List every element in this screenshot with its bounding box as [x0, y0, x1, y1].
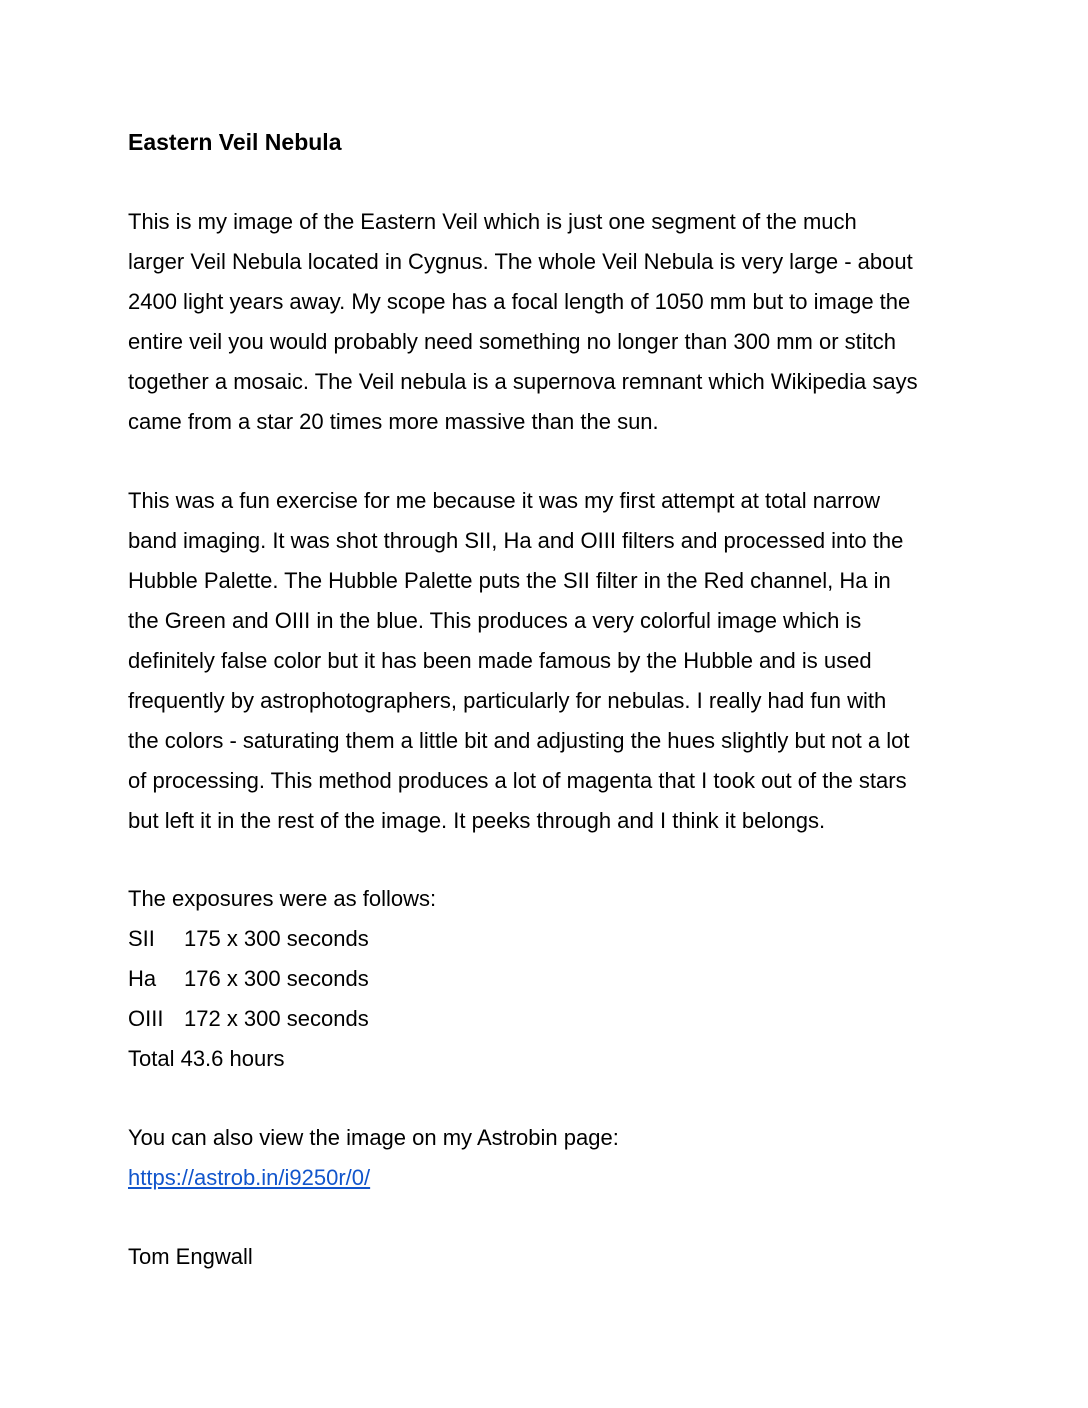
exposure-value: 175 x 300 seconds: [184, 926, 369, 951]
paragraph-line: but left it in the rest of the image. It peeks through and I think it belongs.: [128, 808, 826, 833]
paragraph-line: 2400 light years away. My scope has a focal length of 1050 mm but to image the: [128, 289, 911, 314]
paragraph-line: This is my image of the Eastern Veil which is just one segment of the much: [128, 209, 857, 234]
paragraph-line: together a mosaic. The Veil nebula is a supernova remnant which Wikipedia says: [128, 369, 918, 394]
author-name: Tom Engwall: [128, 1244, 253, 1269]
paragraph-line: the Green and OIII in the blue. This produces a very colorful image which is: [128, 608, 862, 633]
paragraph-line: frequently by astrophotographers, particularly for nebulas. I really had fun with: [128, 688, 887, 713]
exposure-filter: OIII: [128, 1006, 164, 1031]
paragraph-line: definitely false color but it has been made famous by the Hubble and is used: [128, 648, 872, 673]
astrobin-text: You can also view the image on my Astrobin page:: [128, 1125, 619, 1150]
paragraph-line: the colors - saturating them a little bit and adjusting the hues slightly but not a lot: [128, 728, 910, 753]
exposure-value: 172 x 300 seconds: [184, 1006, 369, 1031]
exposure-row: [128, 959, 436, 999]
exposures-list: [128, 879, 436, 1079]
exposure-row: [128, 999, 436, 1039]
exposures-total: Total 43.6 hours: [128, 1046, 285, 1071]
paragraph-line: came from a star 20 times more massive than the sun.: [128, 409, 659, 434]
paragraph-line: Hubble Palette. The Hubble Palette puts the SII filter in the Red channel, Ha in: [128, 568, 891, 593]
paragraph-line: This was a fun exercise for me because it was my first attempt at total narrow: [128, 488, 880, 513]
paragraph-line: entire veil you would probably need something no longer than 300 mm or stitch: [128, 329, 897, 354]
exposure-filter: Ha: [128, 966, 157, 991]
exposure-value: 176 x 300 seconds: [184, 966, 369, 991]
paragraph-processing: [128, 481, 978, 841]
exposure-filter: SII: [128, 926, 155, 951]
paragraph-line: larger Veil Nebula located in Cygnus. The whole Veil Nebula is very large - about: [128, 249, 913, 274]
exposure-row: [128, 919, 436, 959]
astrobin-link[interactable]: https://astrob.in/i9250r/0/: [128, 1165, 371, 1190]
document-title: Eastern Veil Nebula: [128, 129, 342, 155]
paragraph-line: of processing. This method produces a lot of magenta that I took out of the stars: [128, 768, 907, 793]
exposures-heading: The exposures were as follows:: [128, 886, 437, 911]
astrobin-section: [128, 1118, 619, 1198]
paragraph-line: band imaging. It was shot through SII, Ha and OIII filters and processed into the: [128, 528, 904, 553]
paragraph-intro: [128, 202, 978, 442]
